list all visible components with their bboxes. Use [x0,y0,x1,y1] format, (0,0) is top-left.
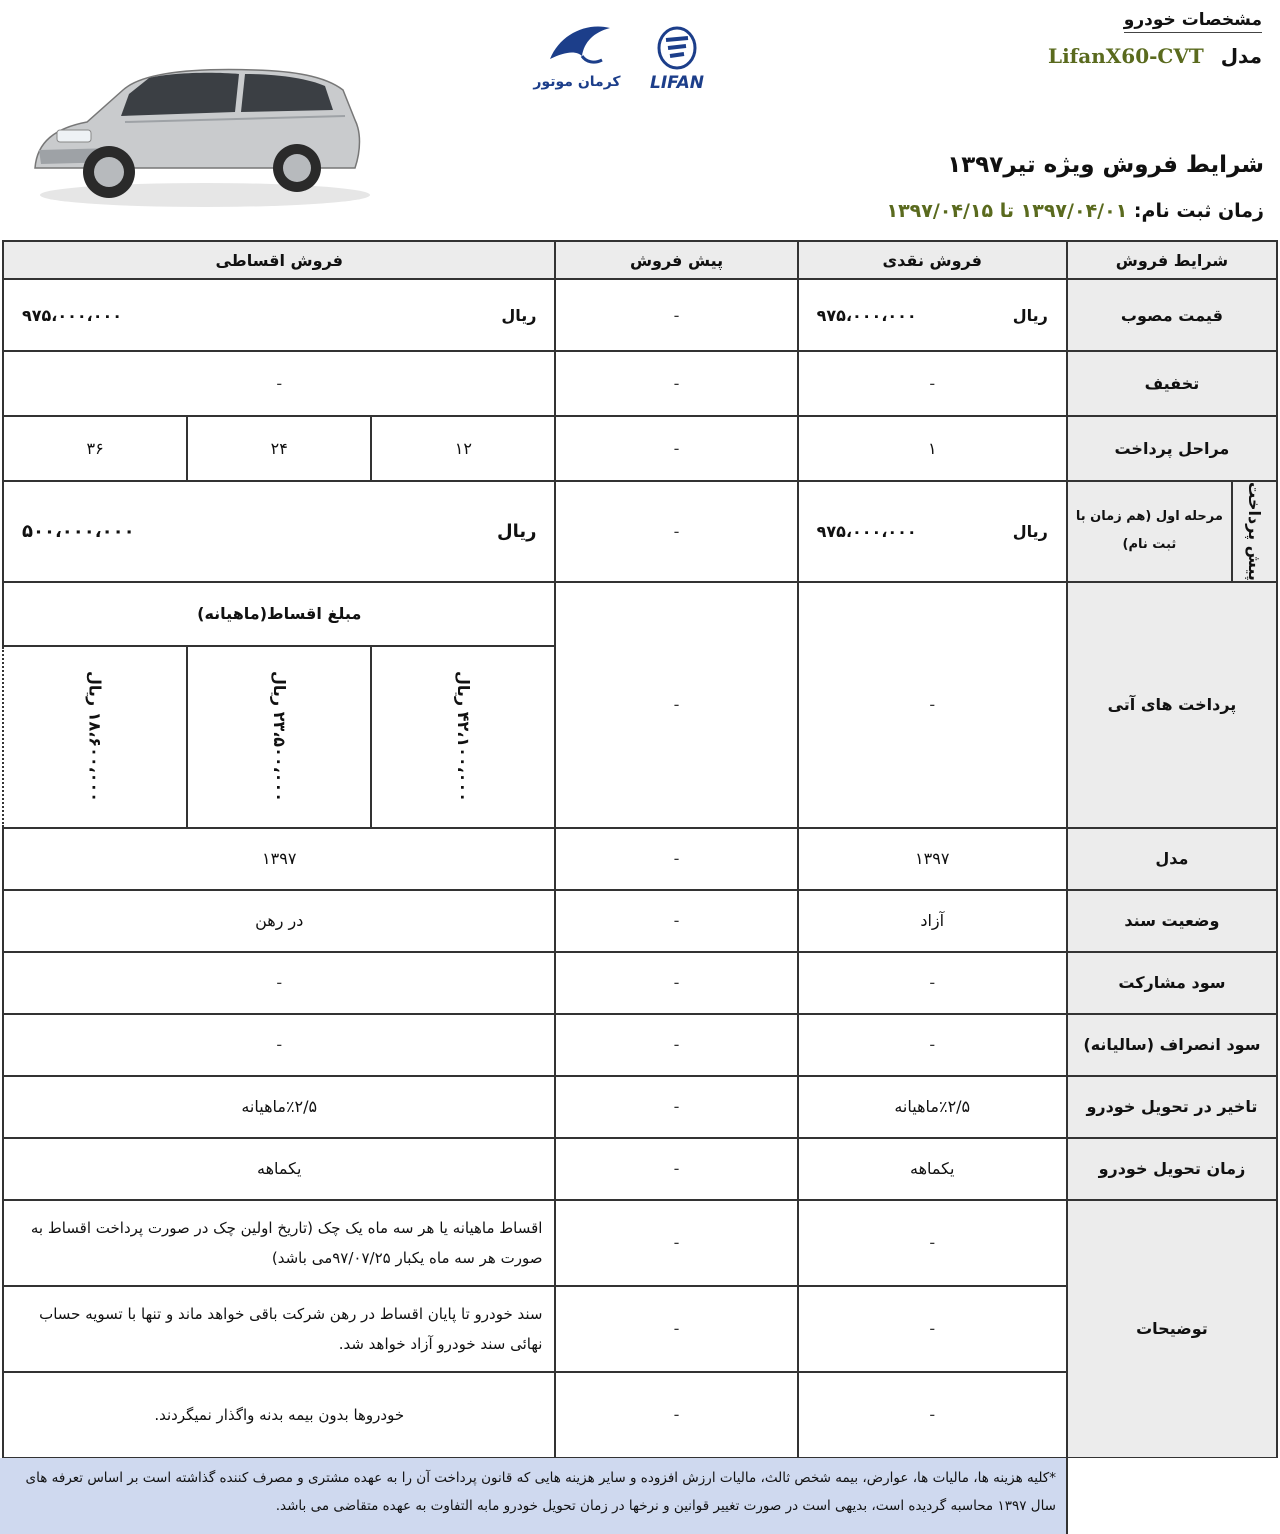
row-price [3,279,1277,351]
cash-future: - [798,582,1067,828]
row-label: زمان تحویل خودرو [1067,1138,1277,1200]
page-header [0,0,1280,240]
inst-price-unit: ریال [501,305,537,325]
registration-value: ۱۳۹۷/۰۴/۰۱ تا ۱۳۹۷/۰۴/۱۵ [886,200,1128,222]
row-delay [3,1076,1277,1138]
row-future [3,582,1277,646]
row-doc [3,890,1277,952]
cash-stages: ۱ [798,416,1067,481]
presale-discount: - [555,351,797,416]
presale-delay: - [555,1076,797,1138]
cash-price [798,279,1067,351]
row-stages [3,416,1277,481]
inst-note-3: خودروها بدون بیمه بدنه واگذار نمیگردند. [3,1372,555,1458]
row-label: توضیحات [1067,1200,1277,1458]
car-image [25,50,370,210]
row-label: سود مشارکت [1067,952,1277,1014]
row-label: قیمت مصوب [1067,279,1277,351]
cash-prepay-value: ۹۷۵،۰۰۰،۰۰۰ [816,521,917,541]
inst-price [3,279,555,351]
presale-stages: - [555,416,797,481]
cash-price-value: ۹۷۵،۰۰۰،۰۰۰ [816,305,917,325]
cash-note-3: - [798,1372,1067,1458]
cash-doc: آزاد [798,890,1067,952]
row-label: مراحل پرداخت [1067,416,1277,481]
presale-cancel: - [555,1014,797,1076]
model-row [1048,44,1262,68]
row-cancel [3,1014,1277,1076]
model-value: LifanX60-CVT [1048,44,1204,68]
inst-future-24: ۲۳،۵۰۰،۰۰۰ ریال [187,646,371,828]
inst-note-1: اقساط ماهیانه یا هر سه ماه یک چک (تاریخ اولین چک در صورت پرداخت اقساط به صورت هر سه ماه یکبار ۹۷/۰۷/۲۵می باشد) [3,1200,555,1286]
cash-price-unit: ریال [1012,305,1048,325]
kerman-motor-logo [532,14,622,94]
row-label: تاخیر در تحویل خودرو [1067,1076,1277,1138]
presale-prepay: - [555,481,797,582]
cash-prepay-unit: ریال [1012,521,1048,541]
cash-prepay [798,481,1067,582]
presale-note-2: - [555,1286,797,1372]
inst-cancel: - [3,1014,555,1076]
inst-prepay-value: ۵۰۰،۰۰۰،۰۰۰ [22,520,135,542]
row-prepay [3,481,1277,582]
row-profit [3,952,1277,1014]
row-label: پرداخت های آتی [1067,582,1277,828]
inst-delivery: یکماهه [3,1138,555,1200]
header-presale: پیش فروش [555,241,797,279]
footer-note: *کلیه هزینه ها، مالیات ها، عوارض، بیمه شخص ثالث، مالیات ارزش افزوده و سایر هزینه هایی که قانون پرداخت آن را به عهده مشتری و مصرف کننده گذاشته است بر اساس تعرفه های سال ۱۳۹۷ محاسبه گردیده است، بدیهی است در صورت تغییر قوانین و نرخها در زمان تحویل خودرو مابه التفاوت به عهده متقاضی می باشد. [0,1458,1066,1534]
inst-note-2: سند خودرو تا پایان اقساط در رهن شرکت باقی خواهد ماند و تنها با تسویه حساب نهائی سند خودرو آزاد خواهد شد. [3,1286,555,1372]
footer-side [1066,1458,1280,1534]
row-label: وضعیت سند [1067,890,1277,952]
presale-future: - [555,582,797,828]
inst-price-value: ۹۷۵،۰۰۰،۰۰۰ [22,305,123,325]
cash-delay: ٪۲/۵ماهیانه [798,1076,1067,1138]
inst-stages-12: ۱۲ [371,416,555,481]
cash-note-2: - [798,1286,1067,1372]
sale-title: شرایط فروش ویژه تیر۱۳۹۷ [947,152,1264,178]
row-notes-1 [3,1200,1277,1286]
row-label: تخفیف [1067,351,1277,416]
row-delivery [3,1138,1277,1200]
registration-row [886,200,1264,222]
spec-title: مشخصات خودرو [1124,10,1262,33]
inst-stages-24: ۲۴ [187,416,371,481]
cash-discount: - [798,351,1067,416]
inst-future-12: ۴۲،۱۰۰،۰۰۰ ریال [371,646,555,828]
lifan-logo [640,24,715,94]
model-label: مدل [1220,44,1262,68]
presale-doc: - [555,890,797,952]
cash-note-1: - [798,1200,1067,1286]
cash-profit: - [798,952,1067,1014]
header-cash: فروش نقدی [798,241,1067,279]
inst-stages-36: ۳۶ [3,416,187,481]
presale-profit: - [555,952,797,1014]
inst-future-36: ۱۸،۶۰۰،۰۰۰ ریال [3,646,187,828]
header-conditions: شرایط فروش [1067,241,1277,279]
header-installment: فروش اقساطی [3,241,555,279]
inst-future-title: مبلغ اقساط(ماهیانه) [3,582,555,646]
inst-prepay [3,481,555,582]
row-label: سود انصراف (سالیانه) [1067,1014,1277,1076]
presale-note-3: - [555,1372,797,1458]
cash-delivery: یکماهه [798,1138,1067,1200]
presale-delivery: - [555,1138,797,1200]
presale-price: - [555,279,797,351]
cash-model: ۱۳۹۷ [798,828,1067,890]
inst-prepay-unit: ریال [496,520,537,542]
presale-note-1: - [555,1200,797,1286]
registration-label: زمان ثبت نام: [1133,200,1264,222]
row-label: مرحله اول (هم زمان با ثبت نام) [1067,481,1232,582]
inst-discount: - [3,351,555,416]
sales-conditions-table [2,240,1278,1459]
row-discount [3,351,1277,416]
inst-doc: در رهن [3,890,555,952]
lifan-logo-text: LIFAN [650,73,704,93]
inst-model: ۱۳۹۷ [3,828,555,890]
kerman-motor-logo-text: کرمان موتور [533,74,621,90]
row-label: مدل [1067,828,1277,890]
row-model [3,828,1277,890]
presale-model: - [555,828,797,890]
inst-profit: - [3,952,555,1014]
inst-delay: ٪۲/۵ماهیانه [3,1076,555,1138]
prepay-group-label: پیش پرداخت [1232,481,1277,582]
cash-cancel: - [798,1014,1067,1076]
